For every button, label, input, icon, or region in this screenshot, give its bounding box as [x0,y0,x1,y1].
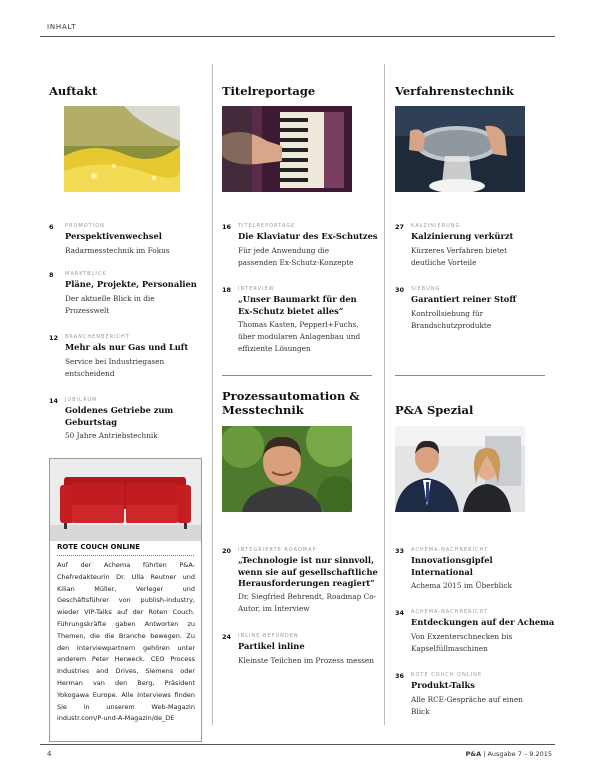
sieve-photo [395,106,525,192]
section-title: Prozessautomation & Messtechnik [222,389,360,417]
entry-title: „Technologie ist nur sinnvoll, wenn sie auf gesellschaftliche Herausforderungen reagiert“ [238,555,378,588]
page-number: 20 [222,547,232,555]
page-number: 8 [49,271,54,279]
page-number: 30 [395,286,405,294]
entry-title: Perspektivenwechsel [65,231,162,241]
entry-desc: Alle RCE-Gespräche auf einen Blick [411,695,523,716]
couch-text: Auf der Achema führten P&A-Chefredakteurin Dr. Ulla Reutner und Kilian Müller, Verleger und Geschäftsführer von publish-industry, wieder VIP-Talks auf der Roten Couch. Führungskräfte gaben Antworten zu Themen, die die Branche bewegen. Zu den Interviewpartnern gehören unter anderem Peter Herweck, CEO Process Industries and Drives, Siemens oder Herman van den Berg, Präsident Yokogawa Europe. Alle Interviews finden Sie in unserem Web-Magazin industr.com/P-und-A-Magazin/de_DE [57,561,195,723]
page-number: 14 [49,397,59,405]
column-divider [212,64,213,725]
section-title: Titelreportage [222,84,316,98]
entry-title: Die Klaviatur des Ex-Schutzes [238,231,378,241]
toc-entry[interactable] [395,609,555,654]
entry-kicker: TITELREPORTAGE [238,223,296,229]
column-verfahrenstechnik [395,84,550,98]
section-header: INHALT [47,23,77,31]
entry-kicker: PROMOTION [65,223,105,229]
entry-desc: Der aktuelle Blick in die Prozesswelt [65,294,155,315]
footer-rule [40,744,555,745]
column-titelreportage [222,84,377,98]
section-title: Auftakt [49,84,98,98]
section-title: P&A Spezial [395,403,474,417]
column-prozessautomation [222,389,377,417]
entry-kicker: MARKTBLICK [65,271,107,277]
page-number: 12 [49,334,59,342]
page-number: 24 [222,633,232,641]
toc-entry[interactable] [222,633,377,683]
entry-kicker: ROTE COUCH ONLINE [411,672,482,678]
red-sofa-photo [50,459,201,541]
column-divider [384,64,385,725]
page-number-footer: 4 [47,750,52,758]
entry-title: Innovationsgipfel International [411,555,493,577]
toc-entry[interactable] [222,286,377,366]
accordion-photo [222,106,352,192]
toc-entry[interactable] [395,672,550,722]
entry-kicker: INTEGRIERTE ROADMAP [238,547,317,553]
couple-photo [395,426,525,512]
header-rule [40,36,555,37]
entry-title: Mehr als nur Gas und Luft [65,342,189,352]
entry-title: Pläne, Projekte, Personalien [65,279,197,289]
entry-kicker: SIEBUNG [411,286,441,292]
entry-title: Kalzinierung verkürzt [411,231,514,241]
entry-kicker: ACHEMA-NACHBERICHT [411,547,489,553]
portrait-photo [222,426,352,512]
toc-entry[interactable] [395,286,550,336]
entry-kicker: KALZINIERUNG [411,223,461,229]
entry-desc: 50 Jahre Antriebstechnik [65,431,158,440]
page-number: 6 [49,223,54,231]
column-auftakt [49,84,204,98]
couch-title: ROTE COUCH ONLINE [57,543,141,551]
footer-brand: P&A [465,750,482,758]
entry-desc: Thomas Kasten, Pepperl+Fuchs, über modularen Anlagenbau und effiziente Lösungen [238,320,361,353]
toc-entry[interactable] [222,547,377,627]
page-number: 36 [395,672,405,680]
section-title: Verfahrenstechnik [395,84,514,98]
entry-desc: Service bei Industriegasen entscheidend [65,357,165,378]
page-number: 34 [395,609,405,617]
entry-kicker: INLINE-BEFUNDEN [238,633,299,639]
entry-desc: Für jede Anwendung die passenden Ex-Schutz-Konzepte [238,246,354,267]
entry-desc: Radarmesstechnik im Fokus [65,246,170,255]
toc-entry[interactable] [49,223,204,263]
entry-title: Goldenes Getriebe zum Geburtstag [65,405,174,427]
page-number: 18 [222,286,232,294]
footer-issue [466,750,552,758]
entry-desc: Kleinste Teilchen im Prozess messen [238,656,374,665]
rote-couch-box[interactable] [49,458,202,742]
entry-title: Entdeckungen auf der Achema [411,617,555,627]
entry-kicker: JUBILÄUM [65,397,98,403]
page-number: 16 [222,223,232,231]
toc-entry[interactable] [49,271,204,321]
entry-desc: Von Exzenterschnecken bis Kapselfüllmaschinen [411,632,513,653]
entry-desc: Achema 2015 im Überblick [411,581,512,590]
entry-kicker: BRANCHENBERICHT [65,334,130,340]
footer-sep: | [483,750,488,758]
dotted-divider [57,555,194,556]
entry-title: „Unser Baumarkt für den Ex-Schutz bietet alles“ [238,294,357,316]
entry-kicker: INTERVIEW [238,286,275,292]
toc-entry[interactable] [222,223,377,273]
entry-title: Garantiert reiner Stoff [411,294,517,304]
page-number: 27 [395,223,405,231]
toc-entry[interactable] [395,223,550,273]
yellow-granules-photo [64,106,180,192]
section-rule [222,375,372,376]
toc-entry[interactable] [395,547,550,590]
entry-title: Partikel inline [238,641,305,651]
column-pa-spezial [395,403,550,417]
footer-issue-text: Ausgabe 7 – 9.2015 [487,750,552,758]
entry-desc: Kürzeres Verfahren bietet deutliche Vorteile [411,246,507,267]
entry-desc: Kontrollsiebung für Brandschutzprodukte [411,309,492,330]
section-rule [395,375,545,376]
toc-entry[interactable] [49,397,204,447]
entry-desc: Dr. Siegfried Behrendt, Roadmap Co-Autor, im Interview [238,592,377,613]
entry-kicker: ACHEMA-NACHBERICHT [411,609,489,615]
entry-title: Produkt-Talks [411,680,475,690]
page-number: 33 [395,547,405,555]
toc-entry[interactable] [49,334,204,384]
